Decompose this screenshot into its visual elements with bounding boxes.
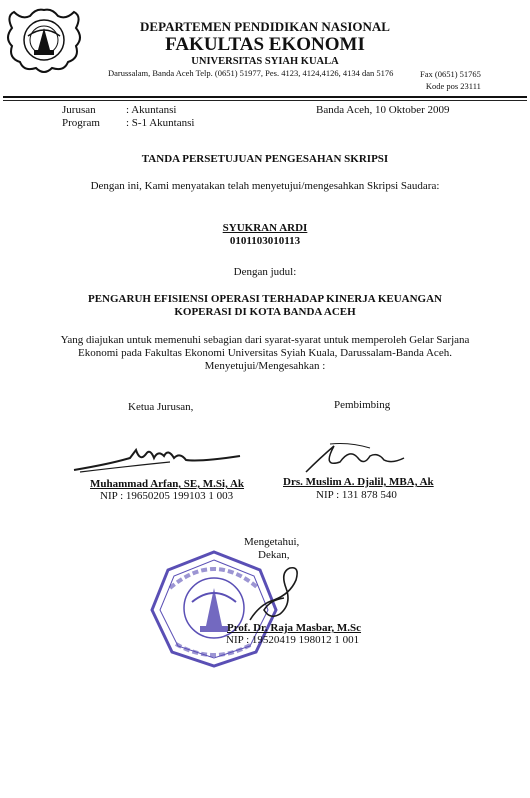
purpose-line-1: Yang diajukan untuk memenuhi sebagian dari syarat-syarat untuk memperoleh Gelar Sarjana xyxy=(60,334,470,346)
right-signature xyxy=(300,438,410,478)
university-heading: UNIVERSITAS SYIAH KUALA xyxy=(191,56,339,67)
student-id: 0101103010113 xyxy=(229,235,301,247)
university-logo xyxy=(4,6,84,76)
right-signatory-name: Drs. Muslim A. Djalil, MBA, Ak xyxy=(283,476,434,488)
left-signature xyxy=(70,440,250,476)
department-heading: DEPARTEMEN PENDIDIKAN NASIONAL xyxy=(140,19,390,34)
jurusan-value: : Akuntansi xyxy=(126,104,177,116)
program-value: : S-1 Akuntansi xyxy=(126,117,195,129)
document-title: TANDA PERSETUJUAN PENGESAHAN SKRIPSI xyxy=(141,153,389,165)
right-signatory-role: Pembimbing xyxy=(334,399,391,411)
faculty-heading: FAKULTAS EKONOMI xyxy=(165,34,365,55)
dean-signature xyxy=(240,560,320,626)
address-line: Darussalam, Banda Aceh Telp. (0651) 51977, Pes. 4123, 4124,4126, 4134 dan 5176 xyxy=(108,68,394,78)
intro-text: Dengan ini, Kami menyatakan telah menyetujui/mengesahkan Skripsi Saudara: xyxy=(90,180,440,192)
dean-name: Prof. Dr. Raja Masbar, M.Sc xyxy=(227,622,362,634)
header-rule-thick xyxy=(3,96,527,98)
left-signatory-role: Ketua Jurusan, xyxy=(128,401,194,413)
dean-nip: NIP : 19520419 198012 1 001 xyxy=(226,634,360,646)
student-name: SYUKRAN ARDI xyxy=(222,222,308,234)
header-rule-thin xyxy=(3,100,527,101)
thesis-title-line-2: KOPERASI DI KOTA BANDA ACEH xyxy=(174,306,356,318)
purpose-line-3: Menyetujui/Mengesahkan : xyxy=(204,360,326,372)
left-signatory-name: Muhammad Arfan, SE, M.Si, Ak xyxy=(90,478,245,490)
jurusan-label: Jurusan xyxy=(62,104,96,116)
right-signatory-nip: NIP : 131 878 540 xyxy=(316,489,397,501)
dean-role-line-1: Mengetahui, xyxy=(244,536,300,548)
program-label: Program xyxy=(62,117,100,129)
dean-role-line-2: Dekan, xyxy=(258,549,290,561)
place-date: Banda Aceh, 10 Oktober 2009 xyxy=(316,104,450,116)
judul-label: Dengan judul: xyxy=(233,266,297,278)
purpose-line-2: Ekonomi pada Fakultas Ekonomi Universitas Syiah Kuala, Darussalam-Banda Aceh. xyxy=(78,347,452,359)
left-signatory-nip: NIP : 19650205 199103 1 003 xyxy=(100,490,234,502)
thesis-title-line-1: PENGARUH EFISIENSI OPERASI TERHADAP KINERJA KEUANGAN xyxy=(88,293,442,305)
fax-line: Fax (0651) 51765 xyxy=(420,69,481,79)
fax-block xyxy=(420,68,481,92)
postcode-line: Kode pos 23111 xyxy=(425,81,481,91)
